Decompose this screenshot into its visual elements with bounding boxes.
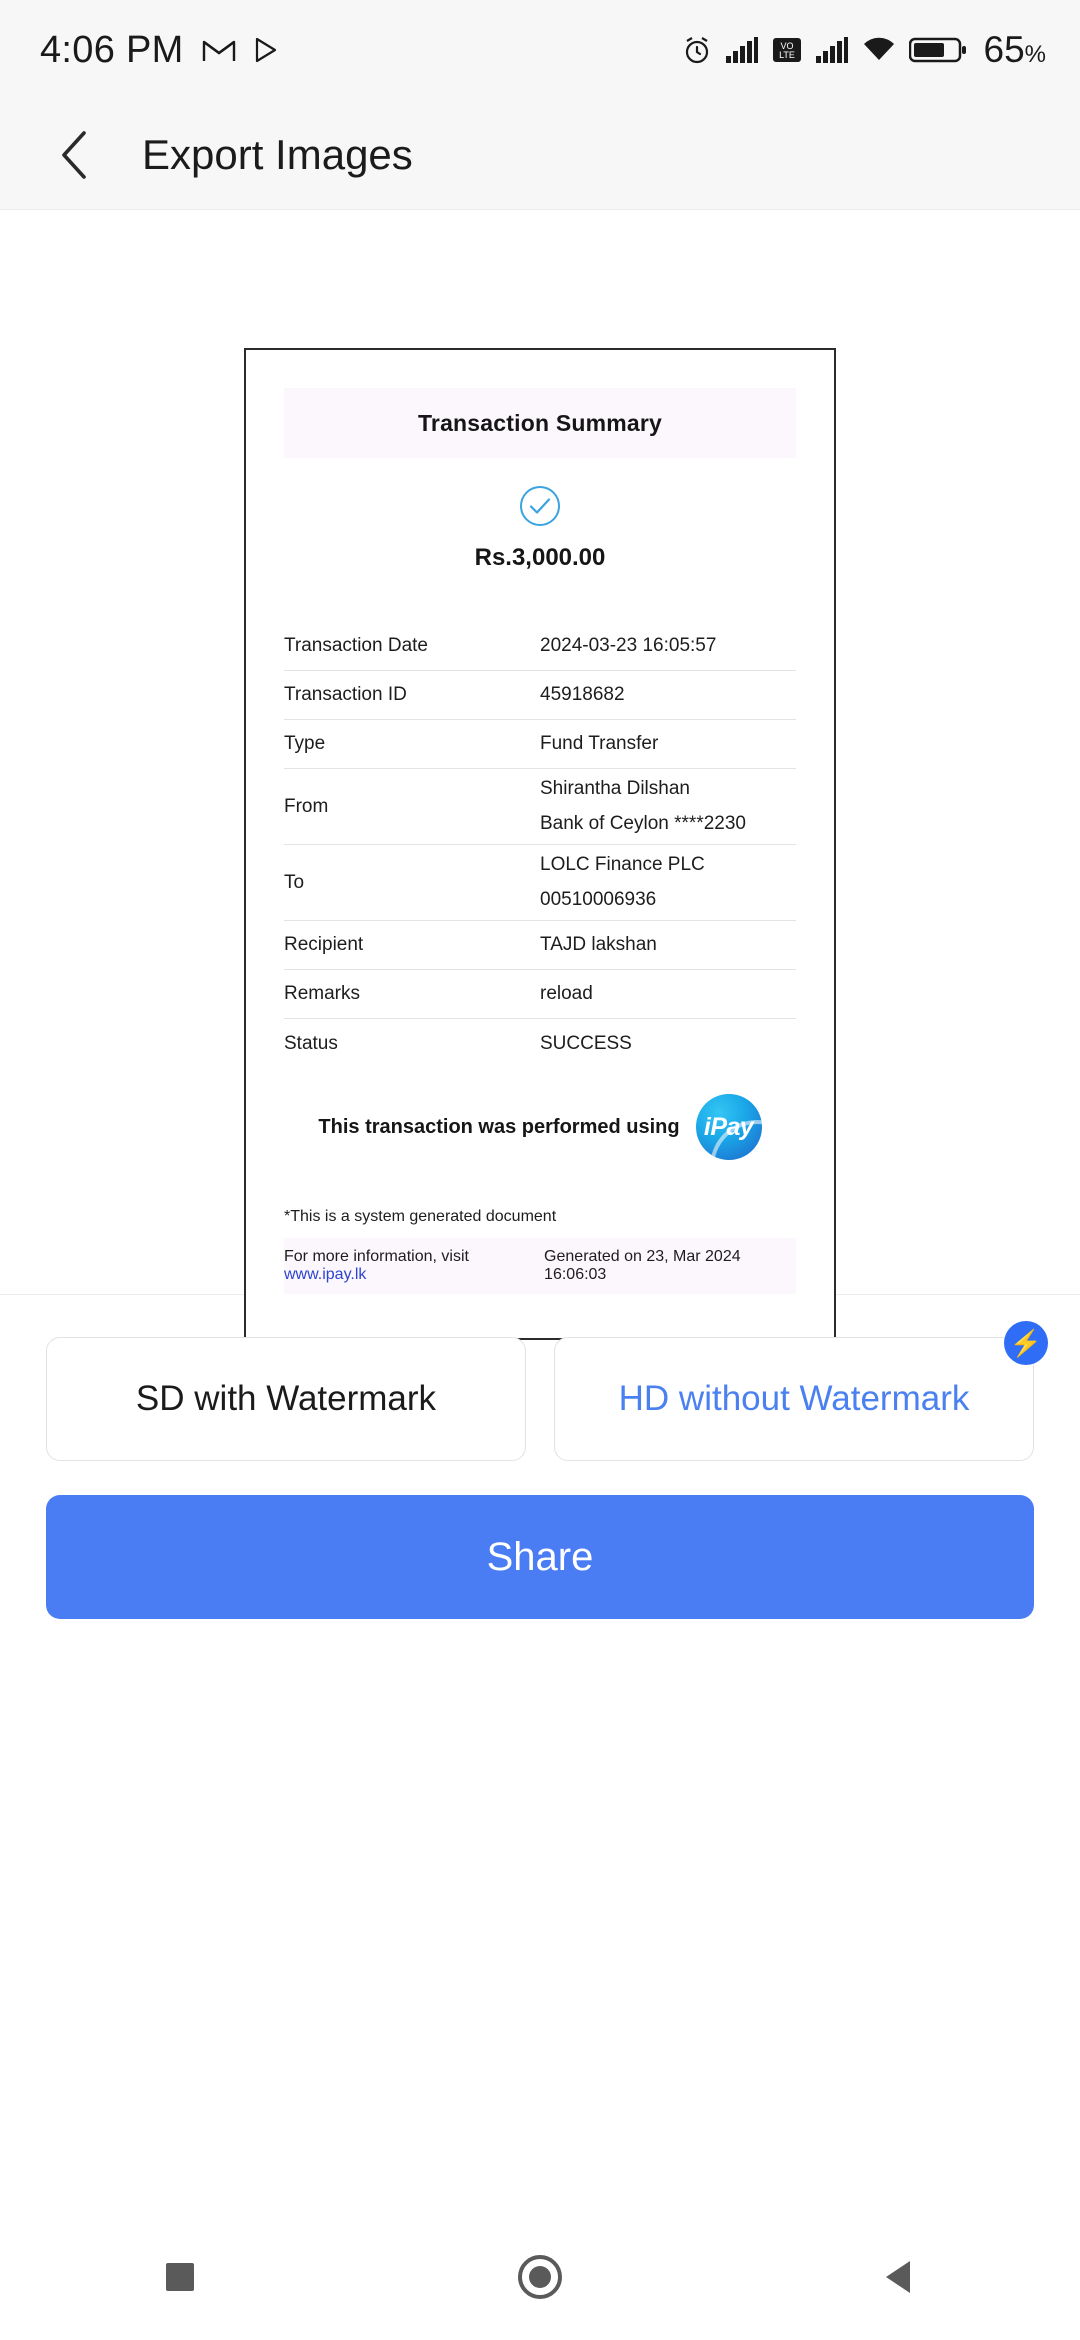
square-recents-icon[interactable] [120, 2237, 240, 2317]
row-value: reload [540, 983, 593, 1004]
content-area [0, 210, 1080, 1294]
share-button[interactable]: Share [46, 1495, 1034, 1619]
table-row [284, 622, 796, 671]
performed-using [246, 1094, 834, 1160]
row-value-line2: Bank of Ceylon ****2230 [540, 813, 746, 834]
export-options-panel [0, 1294, 1080, 1619]
sd-with-watermark-button[interactable]: SD with Watermark [46, 1337, 526, 1461]
play-icon [254, 37, 278, 63]
row-label: To [284, 871, 305, 893]
signal2-icon [815, 36, 849, 64]
check-circle-icon [246, 484, 834, 528]
ipay-logo-icon [696, 1094, 762, 1160]
table-row [284, 1019, 796, 1068]
row-label: Transaction ID [284, 684, 407, 705]
row-value-line1: LOLC Finance PLC [540, 854, 705, 875]
row-value: TAJD lakshan [540, 934, 657, 955]
triangle-back-icon[interactable] [840, 2237, 960, 2317]
option-row [46, 1327, 1043, 1461]
battery-icon [909, 35, 967, 65]
row-value: 2024-03-23 16:05:57 [540, 635, 717, 656]
status-bar-left [40, 29, 278, 72]
row-value-line2: 00510006936 [540, 889, 657, 910]
row-value: 45918682 [540, 684, 625, 705]
status-time: 4:06 PM [40, 28, 184, 71]
gmail-icon [202, 36, 236, 64]
row-label: Recipient [284, 934, 364, 955]
signal-icon [725, 36, 759, 64]
circle-home-icon[interactable] [480, 2237, 600, 2317]
battery-percent-value: 65 [983, 29, 1025, 70]
status-bar [0, 0, 1080, 100]
battery-percent [984, 29, 1047, 71]
table-row [284, 769, 796, 845]
app-bar [0, 100, 1080, 210]
row-label: Transaction Date [284, 635, 428, 656]
alarm-icon [682, 35, 712, 65]
table-row [284, 671, 796, 720]
row-value-multiline [540, 854, 796, 911]
page-title: Export Images [142, 130, 413, 178]
row-value: SUCCESS [540, 1032, 632, 1054]
svg-text:VO: VO [779, 41, 794, 51]
row-value: Fund Transfer [540, 733, 659, 754]
receipt-header [284, 388, 796, 458]
table-row [284, 720, 796, 769]
status-bar-right [682, 29, 1047, 71]
volte-icon [772, 36, 802, 64]
row-value-line1: Shirantha Dilshan [540, 778, 690, 799]
row-label: From [284, 795, 329, 817]
receipt-rows [284, 622, 796, 1068]
row-label: Remarks [284, 983, 361, 1004]
performed-text: This transaction was performed using [318, 1115, 680, 1138]
hd-without-watermark-button[interactable]: HD without Watermark [554, 1337, 1034, 1461]
row-value-multiline [540, 778, 796, 835]
receipt-card [244, 348, 836, 1340]
receipt-title: Transaction Summary [417, 409, 663, 436]
more-info-prefix: For more information, visit [284, 1248, 469, 1265]
table-row [284, 845, 796, 921]
system-nav-bar [0, 2214, 1080, 2340]
system-generated-note: *This is a system generated document [284, 1208, 557, 1225]
svg-text:LTE: LTE [778, 50, 795, 60]
row-label: Status [284, 1032, 338, 1054]
bolt-icon: ⚡ [1004, 1321, 1048, 1365]
wifi-icon [862, 36, 896, 64]
table-row [284, 921, 796, 970]
table-row [284, 970, 796, 1019]
ipay-logo-text: iPay [703, 1112, 754, 1141]
ipay-website-link[interactable]: www.ipay.lk [284, 1266, 367, 1283]
amount-value: Rs.3,000.00 [474, 544, 606, 571]
generated-on: Generated on 23, Mar 2024 16:06:03 [544, 1248, 741, 1283]
battery-percent-sign: % [1024, 41, 1046, 68]
row-label: Type [284, 733, 326, 754]
back-chevron-icon[interactable] [44, 123, 108, 187]
more-info [284, 1248, 544, 1284]
receipt-footer [284, 1238, 796, 1294]
